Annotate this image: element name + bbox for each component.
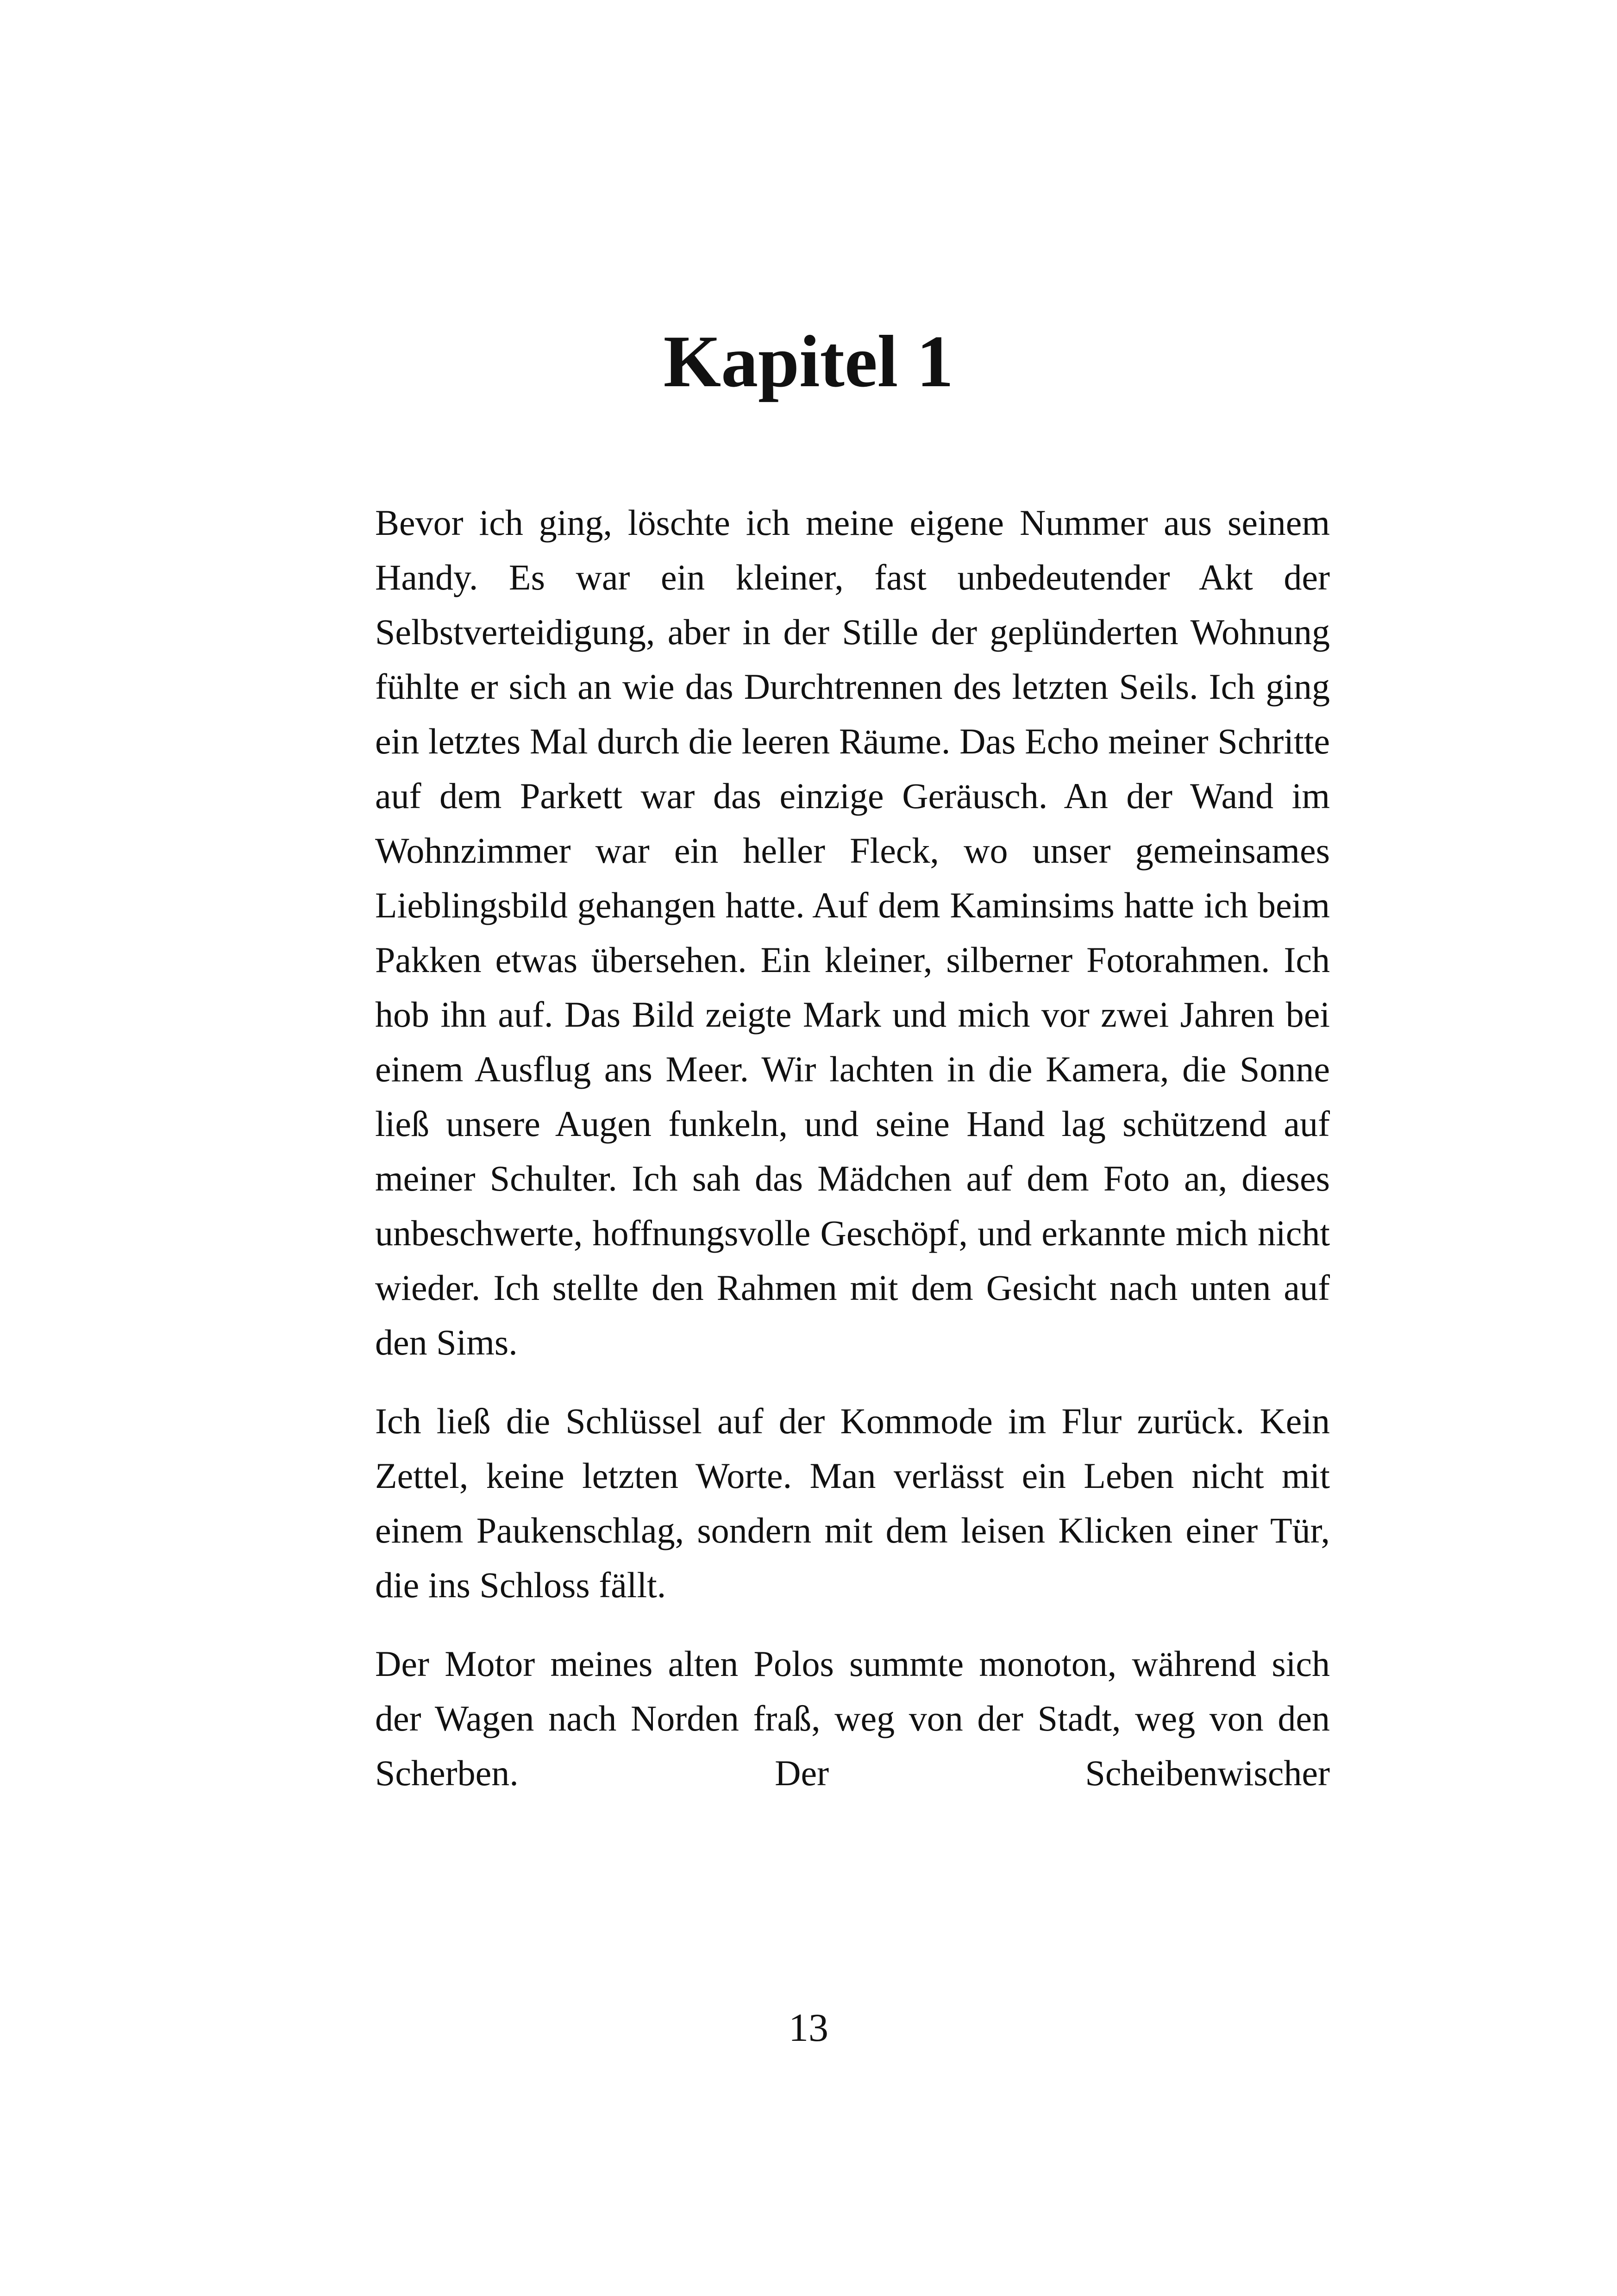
paragraph-1: Bevor ich ging, löschte ich meine eigene Nummer aus seinem Handy. Es war ein kleiner, fast unbedeutender Akt der Selbstverteidigung, aber in der Stille der geplünderten Wohnung fühlte er sich an wie das Durchtrennen des letzten Seils. Ich ging ein letztes Mal durch die leeren Räume. Das Echo meiner Schritte auf dem Parkett war das einzige Geräusch. An der Wand im Wohnzimmer war ein heller Fleck, wo unser gemeinsames Lieblingsbild gehangen hatte. Auf dem Kaminsims hatte ich beim Pakken etwas übersehen. Ein kleiner, silberner Fotorahmen. Ich hob ihn auf. Das Bild zeigte Mark und mich vor zwei Jahren bei einem Ausflug ans Meer. Wir lachten in die Kamera, die Sonne ließ unsere Augen funkeln, und seine Hand lag schützend auf meiner Schulter. Ich sah das Mädchen auf dem Foto an, dieses unbeschwerte, hoffnungsvolle Geschöpf, und erkannte mich nicht wieder. Ich stellte den Rahmen mit dem Gesicht nach unten auf den Sims. xyxy=(375,502,1330,1362)
paragraph-3: Der Motor meines alten Polos summte monoton, während sich der Wagen nach Norden fraß, weg von der Stadt, weg von den Scherben. Der Scheibenwischer xyxy=(375,1644,1330,1793)
chapter-title: Kapitel 1 xyxy=(663,320,954,402)
paragraph-2: Ich ließ die Schlüssel auf der Kommode im Flur zurück. Kein Zettel, keine letzten Worte. Man verlässt ein Leben nicht mit einem Paukenschlag, sondern mit dem leisen Klicken einer Tür, die ins Schloss fällt. xyxy=(375,1401,1330,1605)
page-number: 13 xyxy=(789,2005,828,2050)
body-text xyxy=(375,496,1330,1800)
